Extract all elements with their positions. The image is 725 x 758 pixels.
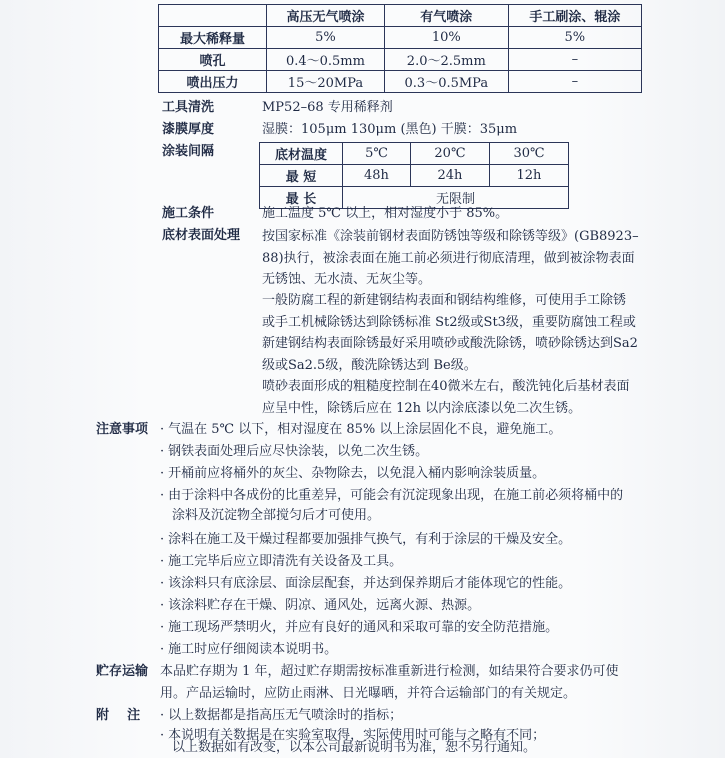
- list-item: · 施工完毕后应立即清洗有关设备及工具。: [160, 552, 402, 572]
- table-header-cell: [159, 5, 267, 27]
- table-row: [159, 5, 642, 27]
- table-cell: 5%: [267, 27, 385, 49]
- list-item: · 施工现场严禁明火，并应有良好的通风和采取可靠的安全防范措施。: [160, 618, 558, 638]
- film-thickness-label: 漆膜厚度: [162, 122, 215, 137]
- table-cell: 10%: [384, 27, 508, 49]
- conditions-label: 施工条件: [162, 206, 215, 221]
- coating-interval-table: [259, 142, 569, 209]
- tool-cleaning-label: 工具清洗: [162, 100, 215, 115]
- table-cell: 2.0～2.5mm: [384, 49, 508, 71]
- list-item: · 开桶前应将桶外的灰尘、杂物除去，以免混入桶内影响涂装质量。: [160, 464, 545, 484]
- row-label-cell: 喷出压力: [159, 71, 267, 93]
- table-row: [159, 71, 642, 93]
- table-header-cell: 5℃: [343, 143, 411, 165]
- table-cell: 0.4～0.5mm: [267, 49, 385, 71]
- table-cell: 无限制: [343, 187, 569, 209]
- list-item-continuation: 涂料及沉淀物全部搅匀后才可使用。: [172, 508, 381, 523]
- table-cell: 5%: [508, 27, 641, 49]
- table-header-cell: 20℃: [410, 143, 489, 165]
- list-item: · 气温在 5℃ 以下，相对湿度在 85% 以上涂层固化不良，避免施工。: [160, 420, 561, 440]
- list-item: · 涂料在施工及干燥过程都要加强排气换气，有利于涂层的干燥及安全。: [160, 530, 571, 550]
- list-item: · 本说明有关数据是在实验室取得，实际使用时可能与之略有不同；: [160, 726, 545, 746]
- spray-parameters-table: [158, 4, 642, 93]
- table-cell: 48h: [343, 165, 411, 187]
- storage-line-1: 本品贮存期为 1 年，超过贮存期需按标准重新进行检测，如结果符合要求仍可使: [160, 664, 619, 679]
- interval-label: 涂装间隔: [162, 144, 215, 159]
- list-item: · 该涂料只有底涂层、面涂层配套，并达到保养期后才能体现它的性能。: [160, 574, 571, 594]
- table-cell: –: [508, 49, 641, 71]
- tool-cleaning-value: MP52–68 专用稀释剂: [262, 100, 393, 115]
- table-cell: –: [508, 71, 641, 93]
- table-header-cell: 高压无气喷涂: [267, 5, 385, 27]
- row-label-cell: 最 短: [260, 165, 343, 187]
- storage-line-2: 用。产品运输时，应防止雨淋、日光曝晒，并符合运输部门的有关规定。: [160, 686, 577, 701]
- table-header-cell: 手工刷涂、辊涂: [508, 5, 641, 27]
- table-cell: 0.3～0.5MPa: [384, 71, 508, 93]
- surface-paragraph-2: 一般防腐工程的新建钢结构表面和钢结构维修，可使用手工除锈 或手工机械除锈达到除锈标准 St2级或St3级，重要防腐蚀工程或 新建钢结构表面除锈最好采用喷砂或酸洗除锈，喷砂除锈达到Sa2 级或Sa2.5级，酸洗除锈达到 Be级。: [262, 293, 638, 373]
- table-header-cell: 30℃: [489, 143, 568, 165]
- list-item: · 钢铁表面处理后应尽快涂装，以免二次生锈。: [160, 442, 428, 462]
- table-header-cell: 有气喷涂: [384, 5, 508, 27]
- table-row: [159, 27, 642, 49]
- table-row: [260, 143, 569, 165]
- table-cell: 12h: [489, 165, 568, 187]
- list-item: · 由于涂料中各成份的比重差异，可能会有沉淀现象出现，在施工前必须将桶中的: [160, 486, 623, 506]
- appendix-label: 附 注: [96, 708, 141, 723]
- surface-label: 底材表面处理: [162, 228, 241, 243]
- list-item: · 施工时应仔细阅读本说明书。: [160, 640, 337, 660]
- table-cell: 24h: [410, 165, 489, 187]
- table-cell: 15～20MPa: [267, 71, 385, 93]
- surface-paragraph-3: 喷砂表面形成的粗糙度控制在40微米左右，酸洗钝化后基材表面 应呈中性，除锈后应在 12h 以内涂底漆以免二次生锈。: [262, 379, 630, 416]
- surface-paragraph-1: 按国家标准《涂装前钢材表面防锈蚀等级和除锈等级》(GB8923– 88)执行，被涂表面在施工前必须进行彻底清理，做到被涂物表面 无锈蚀、无水渍、无灰尘等。: [262, 229, 639, 287]
- table-row: [260, 165, 569, 187]
- conditions-value: 施工温度 5℃ 以上，相对湿度小于 85%。: [262, 206, 509, 221]
- list-item: · 该涂料贮存在干燥、阴凉、通风处，远离火源、热源。: [160, 596, 480, 616]
- film-thickness-value: 湿膜：105μm 130μm (黑色) 干膜：35μm: [262, 122, 518, 137]
- row-label-cell: 最大稀释量: [159, 27, 267, 49]
- notes-label: 注意事项: [96, 422, 149, 437]
- list-item: · 以上数据都是指高压无气喷涂时的指标；: [160, 706, 402, 726]
- row-label-cell: 喷孔: [159, 49, 267, 71]
- table-header-cell: 底材温度: [260, 143, 343, 165]
- storage-label: 贮存运输: [96, 664, 149, 679]
- row-label-cell: 最 长: [260, 187, 343, 209]
- appendix-line-3: 以上数据如有改变，以本公司最新说明书为准，恕不另行通知。: [172, 740, 537, 755]
- table-row: [159, 49, 642, 71]
